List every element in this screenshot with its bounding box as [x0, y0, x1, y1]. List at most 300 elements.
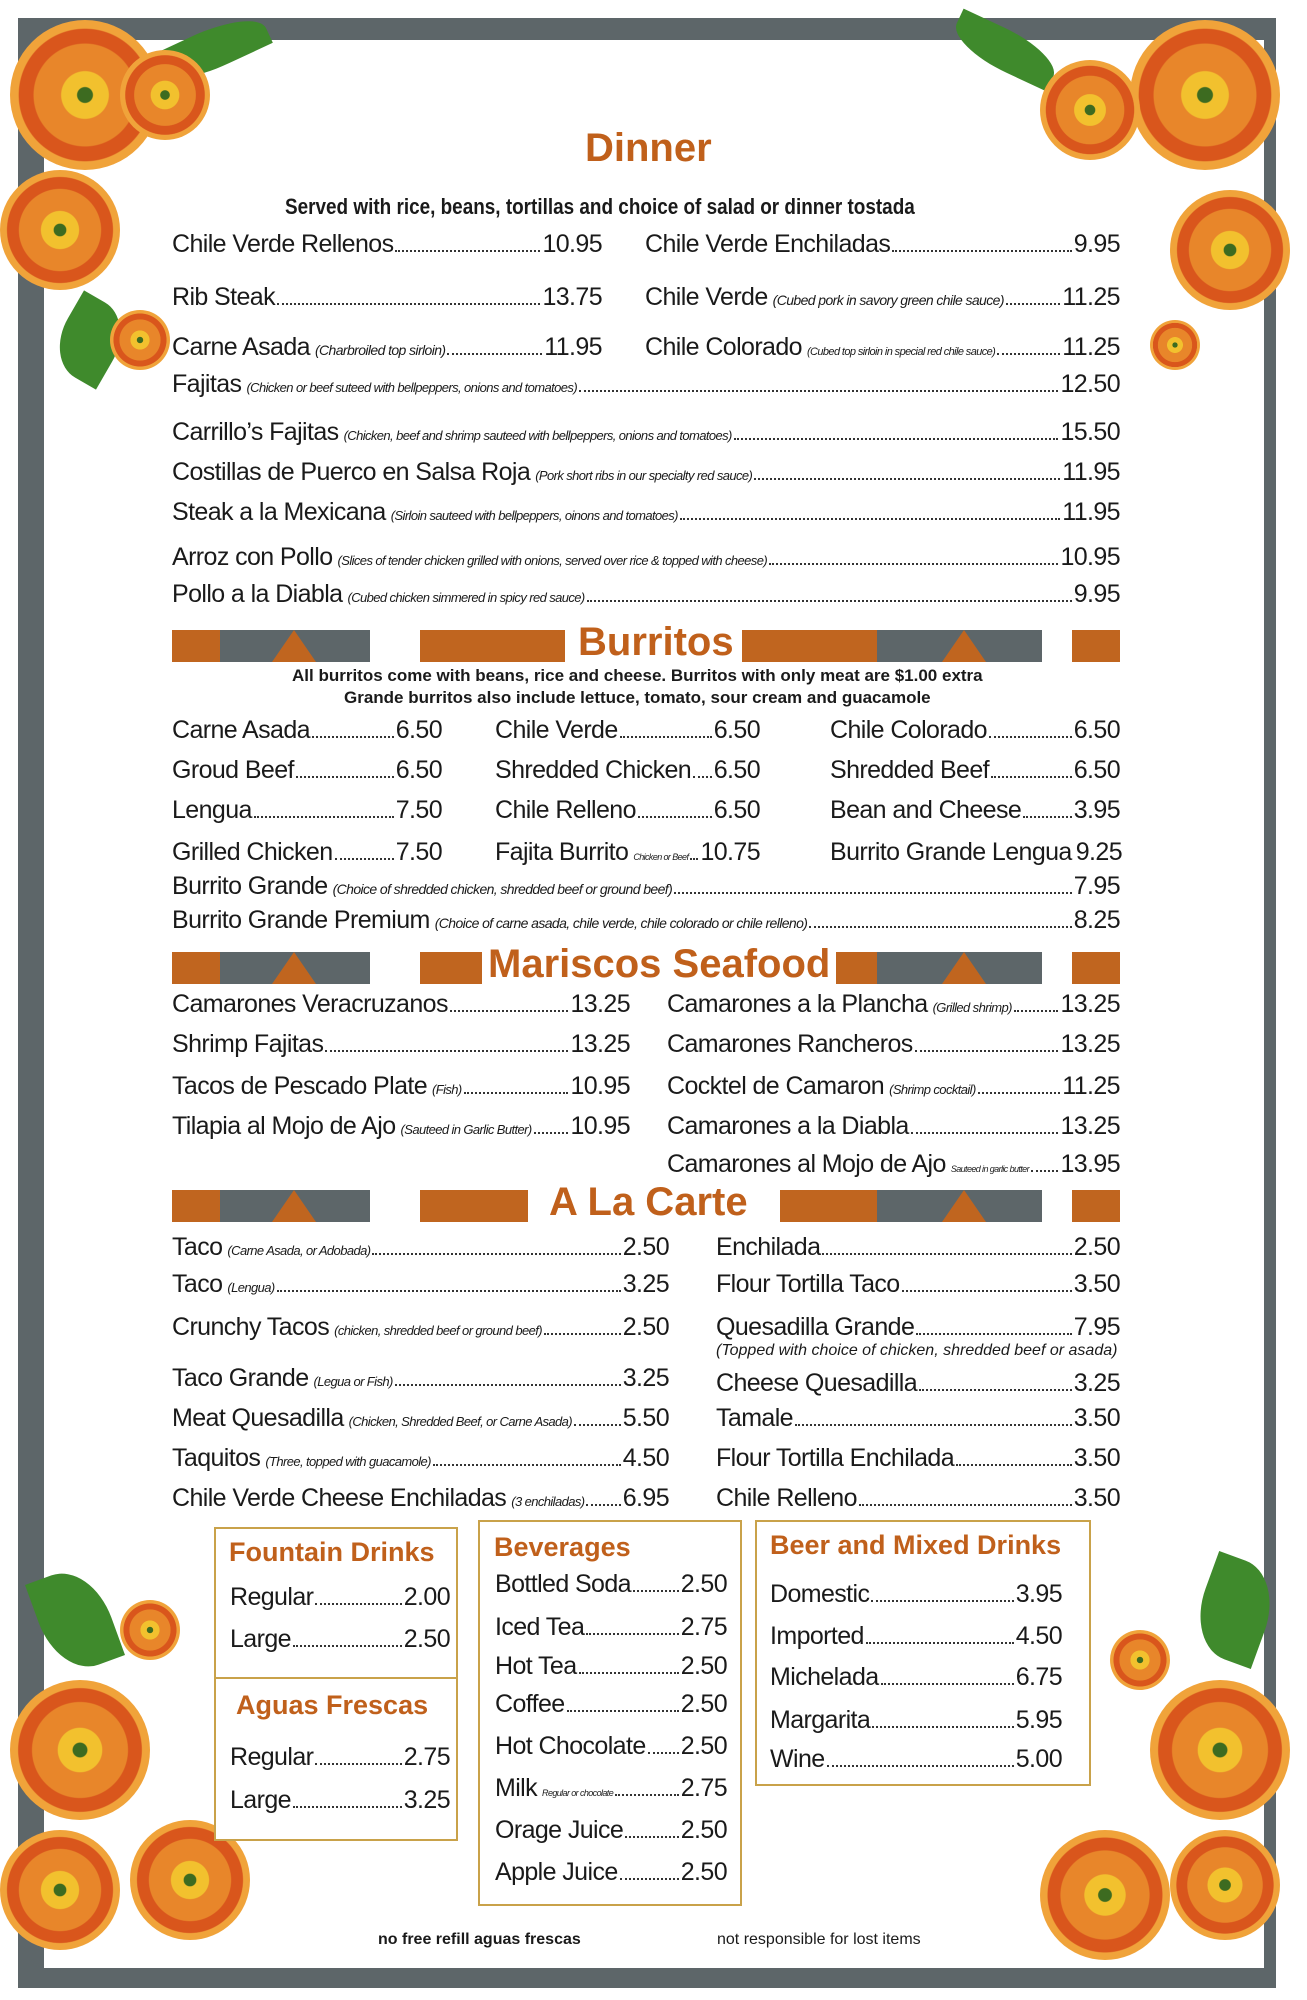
menu-item [716, 1444, 1120, 1473]
item-price: 15.50 [1060, 418, 1120, 446]
menu-item [172, 1404, 669, 1433]
dot-leader [680, 518, 1060, 520]
item-price: 3.95 [1073, 796, 1120, 824]
menu-item [716, 1270, 1120, 1299]
dot-leader [997, 353, 1060, 355]
item-price: 3.50 [1073, 1484, 1120, 1512]
item-name: Crunchy Tacos [172, 1313, 330, 1341]
item-price: 6.50 [713, 796, 760, 824]
menu-item [172, 1364, 669, 1393]
item-description: (Sauteed in Garlic Butter) [400, 1122, 532, 1137]
seafood-title: Mariscos Seafood [482, 942, 836, 987]
menu-item [172, 370, 1120, 399]
item-name: Fajitas [172, 370, 242, 398]
item-price: 11.25 [1062, 333, 1120, 361]
menu-item [172, 580, 1120, 609]
item-name: Large [230, 1786, 291, 1814]
item-price: 2.50 [403, 1625, 450, 1653]
dot-leader [1023, 816, 1072, 818]
alacarte-title: A La Carte [543, 1180, 754, 1225]
item-price: 2.50 [680, 1570, 727, 1598]
item-price: 3.50 [1073, 1444, 1120, 1472]
item-description: Sauteed in garlic butter [950, 1164, 1029, 1174]
menu-item [172, 498, 1120, 527]
menu-item [172, 418, 1120, 447]
item-price: 2.00 [403, 1583, 450, 1611]
menu-item [770, 1580, 1062, 1609]
item-name: Iced Tea [495, 1613, 585, 1641]
item-name: Chile Relleno [495, 796, 636, 824]
item-price: 6.50 [1073, 756, 1120, 784]
dot-leader [579, 1672, 679, 1674]
dot-leader [881, 1683, 1014, 1685]
dot-leader [809, 926, 1071, 928]
dot-leader [754, 478, 1060, 480]
item-name: Carne Asada [172, 333, 310, 361]
menu-item [172, 230, 602, 259]
burritos-note-2: Grande burritos also include lettuce, tomato, sour cream and guacamole [344, 688, 931, 707]
item-price: 7.95 [1073, 872, 1120, 900]
dot-leader [916, 1333, 1071, 1335]
item-description: (3 enchiladas) [511, 1494, 585, 1509]
item-name: Enchilada [716, 1233, 821, 1261]
menu-item [770, 1663, 1062, 1692]
item-description: (Pork short ribs in our specialty red sauce) [535, 468, 753, 483]
item-price: 12.50 [1060, 370, 1120, 398]
item-name: Regular [230, 1583, 314, 1611]
dot-leader [372, 1253, 620, 1255]
menu-item [830, 838, 1120, 867]
item-price: 9.95 [1073, 580, 1120, 608]
menu-item [172, 1112, 630, 1141]
item-price: 2.50 [680, 1816, 727, 1844]
dot-leader [625, 1836, 679, 1838]
menu-item [716, 1484, 1120, 1513]
menu-item [716, 1233, 1120, 1262]
item-price: 2.75 [680, 1613, 727, 1641]
dot-leader [915, 1050, 1059, 1052]
item-price: 2.50 [680, 1690, 727, 1718]
dot-leader [902, 1290, 1072, 1292]
dot-leader [567, 1710, 679, 1712]
dot-leader [277, 1290, 621, 1292]
item-name: Domestic [770, 1580, 870, 1608]
dot-leader [1006, 303, 1060, 305]
dot-leader [693, 776, 712, 778]
item-name: Regular [230, 1743, 314, 1771]
item-name: Rib Steak [172, 283, 275, 311]
menu-item [172, 458, 1120, 487]
menu-item [830, 716, 1120, 745]
item-price: 7.95 [1073, 1313, 1120, 1341]
item-price: 3.25 [403, 1786, 450, 1814]
item-price: 6.50 [713, 756, 760, 784]
item-name: Chile Verde Cheese Enchiladas [172, 1484, 507, 1512]
dot-leader [638, 816, 712, 818]
dot-leader [277, 303, 540, 305]
item-price: 2.50 [680, 1858, 727, 1886]
item-description: Regular or chocolate [542, 1788, 614, 1798]
item-name: Chile Colorado [645, 333, 802, 361]
item-name: Chile Relleno [716, 1484, 857, 1512]
menu-item [495, 838, 760, 867]
dot-leader [615, 1794, 679, 1796]
dot-leader [872, 1726, 1014, 1728]
menu-item [667, 1112, 1120, 1141]
item-name: Wine [770, 1745, 825, 1773]
item-name: Arroz con Pollo [172, 543, 333, 571]
item-description: (Shrimp cocktail) [889, 1082, 976, 1097]
menu-item [172, 283, 602, 312]
item-description: (Lengua) [227, 1280, 275, 1295]
item-name: Chile Verde Rellenos [172, 230, 394, 258]
quesadilla-grande-note: (Topped with choice of chicken, shredded beef or asada) [716, 1342, 1118, 1359]
item-name: Camarones a la Diabla [667, 1112, 909, 1140]
item-name: Tacos de Pescado Plate [172, 1072, 428, 1100]
item-description: (Slices of tender chicken grilled with onions, served over rice & topped with cheese) [337, 553, 768, 568]
dot-leader [919, 1389, 1072, 1391]
item-price: 2.50 [680, 1652, 727, 1680]
item-price: 5.00 [1015, 1745, 1062, 1773]
item-name: Taco [172, 1270, 223, 1298]
dot-leader [859, 1504, 1072, 1506]
dot-leader [447, 353, 542, 355]
menu-item [716, 1369, 1120, 1398]
menu-item [770, 1706, 1062, 1735]
item-description: (Cubed chicken simmered in spicy red sauce) [347, 590, 585, 605]
item-description: (Choice of shredded chicken, shredded beef or ground beef) [332, 881, 673, 897]
item-name: Camarones a la Plancha [667, 990, 928, 1018]
menu-item [495, 1570, 727, 1599]
menu-item [172, 1233, 669, 1262]
item-description: (Chicken or beef suteed with bellpeppers, onions and tomatoes) [246, 380, 578, 395]
menu-item [172, 716, 442, 745]
item-price: 11.95 [1062, 458, 1120, 486]
aguas-frescas-title: Aguas Frescas [236, 1690, 429, 1720]
item-price: 11.95 [544, 333, 602, 361]
item-name: Imported [770, 1622, 864, 1650]
item-name: Camarones Rancheros [667, 1030, 913, 1058]
beer-title: Beer and Mixed Drinks [770, 1530, 1062, 1560]
item-name: Apple Juice [495, 1858, 618, 1886]
menu-item [495, 1858, 727, 1887]
item-description: (Choice of carne asada, chile verde, chile colorado or chile relleno) [434, 915, 808, 931]
item-name: Large [230, 1625, 291, 1653]
item-name: Taco Grande [172, 1364, 309, 1392]
dot-leader [991, 776, 1072, 778]
menu-item [172, 1270, 669, 1299]
item-price: 6.95 [622, 1484, 669, 1512]
item-price: 8.25 [1073, 906, 1120, 934]
item-name: Taquitos [172, 1444, 261, 1472]
item-price: 6.50 [395, 756, 442, 784]
item-name: Hot Chocolate [495, 1732, 646, 1760]
item-name: Michelada [770, 1663, 879, 1691]
item-description: (Cubed pork in savory green chile sauce) [772, 292, 1004, 308]
item-price: 3.25 [622, 1270, 669, 1298]
menu-item [645, 230, 1120, 259]
dot-leader [690, 858, 698, 860]
item-price: 13.25 [570, 1030, 630, 1058]
dot-leader [648, 1752, 679, 1754]
menu-item [172, 1444, 669, 1473]
footer-lost-items: not responsible for lost items [717, 1931, 921, 1948]
item-price: 3.25 [1073, 1369, 1120, 1397]
burritos-note-1: All burritos come with beans, rice and cheese. Burritos with only meat are $1.00 extra [292, 666, 983, 685]
item-price: 10.95 [542, 230, 602, 258]
item-description: (Charbroiled top sirloin) [314, 342, 446, 358]
item-price: 2.50 [622, 1313, 669, 1341]
item-description: (Sirloin sauteed with bellpeppers, oinons and tomatoes) [390, 508, 678, 523]
item-price: 4.50 [622, 1444, 669, 1472]
item-description: (Fish) [432, 1082, 462, 1097]
dot-leader [312, 736, 394, 738]
item-price: 10.75 [700, 838, 760, 866]
dinner-subtitle: Served with rice, beans, tortillas and choice of salad or dinner tostada [285, 194, 915, 219]
dot-leader [315, 1763, 401, 1765]
menu-item [172, 543, 1120, 572]
item-name: Lengua [172, 796, 252, 824]
dot-leader [1031, 1170, 1058, 1172]
item-description: (Grilled shrimp) [932, 1000, 1012, 1015]
menu-item [830, 796, 1120, 825]
dot-leader [293, 1645, 402, 1647]
dot-leader [978, 1092, 1061, 1094]
item-description: (Chicken, Shredded Beef, or Carne Asada) [348, 1414, 573, 1429]
menu-item [172, 333, 602, 362]
item-name: Shredded Beef [830, 756, 989, 784]
item-price: 2.75 [403, 1743, 450, 1771]
item-price: 6.50 [713, 716, 760, 744]
dot-leader [827, 1765, 1014, 1767]
item-price: 3.50 [1073, 1270, 1120, 1298]
item-price: 5.50 [622, 1404, 669, 1432]
menu-item [495, 716, 760, 745]
item-name: Flour Tortilla Taco [716, 1270, 900, 1298]
item-name: Carrillo’s Fajitas [172, 418, 339, 446]
dot-leader [734, 438, 1059, 440]
item-name: Milk [495, 1774, 538, 1802]
dot-leader [769, 563, 1058, 565]
menu-item [645, 333, 1120, 362]
dot-leader [296, 776, 394, 778]
beverages-title: Beverages [494, 1532, 631, 1562]
dot-leader [795, 1424, 1072, 1426]
item-price: 13.75 [542, 283, 602, 311]
item-price: 3.50 [1073, 1404, 1120, 1432]
menu-item [716, 1313, 1120, 1342]
item-price: 10.95 [570, 1072, 630, 1100]
dot-leader [464, 1092, 569, 1094]
item-description: (Cubed top sirloin in special red chile sauce) [806, 346, 996, 358]
menu-item [230, 1625, 450, 1654]
menu-item [172, 1072, 630, 1101]
item-price: 6.50 [395, 716, 442, 744]
dot-leader [579, 390, 1058, 392]
menu-item [770, 1622, 1062, 1651]
item-description: Chicken or Beef [633, 852, 689, 862]
menu-item [667, 1150, 1120, 1179]
footer-no-refill: no free refill aguas frescas [378, 1931, 581, 1948]
dot-leader [911, 1132, 1059, 1134]
menu-item [495, 1732, 727, 1761]
dot-leader [586, 1504, 620, 1506]
item-name: Shrimp Fajitas [172, 1030, 324, 1058]
dot-leader [620, 1878, 679, 1880]
dot-leader [534, 1132, 569, 1134]
item-price: 9.25 [1075, 838, 1122, 866]
item-name: Chile Verde Enchiladas [645, 230, 891, 258]
item-description: (Carne Asada, or Adobada) [227, 1243, 371, 1258]
dot-leader [956, 1464, 1072, 1466]
item-description: (Legua or Fish) [313, 1374, 393, 1389]
item-name: Costillas de Puerco en Salsa Roja [172, 458, 531, 486]
menu-item [172, 796, 442, 825]
menu-item [230, 1786, 450, 1815]
menu-item [716, 1404, 1120, 1433]
menu-item [495, 1816, 727, 1845]
item-name: Bean and Cheese [830, 796, 1022, 824]
item-price: 7.50 [395, 796, 442, 824]
menu-item [172, 838, 442, 867]
item-name: Chile Colorado [830, 716, 987, 744]
menu-item [172, 1484, 669, 1513]
item-name: Meat Quesadilla [172, 1404, 344, 1432]
dot-leader [620, 736, 712, 738]
dot-leader [433, 1464, 621, 1466]
menu-item [230, 1583, 450, 1612]
item-description: (chicken, shredded beef or ground beef) [334, 1323, 542, 1338]
item-price: 9.95 [1073, 230, 1120, 258]
item-price: 2.50 [1073, 1233, 1120, 1261]
menu-item [495, 1774, 727, 1803]
item-name: Fajita Burrito [495, 838, 629, 866]
item-name: Steak a la Mexicana [172, 498, 386, 526]
item-price: 13.25 [1060, 1112, 1120, 1140]
menu-item [495, 1690, 727, 1719]
item-name: Orage Juice [495, 1816, 624, 1844]
item-price: 6.50 [1073, 716, 1120, 744]
item-name: Pollo a la Diabla [172, 580, 343, 608]
item-price: 10.95 [570, 1112, 630, 1140]
dot-leader [586, 1633, 678, 1635]
item-name: Groud Beef [172, 756, 294, 784]
dot-leader [633, 1590, 679, 1592]
menu-item [172, 906, 1120, 935]
burritos-title: Burritos [572, 620, 740, 665]
item-name: Tamale [716, 1404, 793, 1432]
menu-item [495, 1613, 727, 1642]
item-name: Bottled Soda [495, 1570, 631, 1598]
menu-item [172, 756, 442, 785]
dot-leader [866, 1642, 1014, 1644]
menu-item [172, 990, 630, 1019]
dot-leader [871, 1600, 1013, 1602]
item-name: Carne Asada [172, 716, 310, 744]
item-price: 3.25 [622, 1364, 669, 1392]
dot-leader [1014, 1010, 1059, 1012]
dot-leader [544, 1333, 621, 1335]
item-name: Coffee [495, 1690, 565, 1718]
dot-leader [293, 1806, 402, 1808]
dot-leader [450, 1010, 569, 1012]
item-name: Camarones Veracruzanos [172, 990, 448, 1018]
item-name: Burrito Grande Lengua [830, 838, 1072, 866]
item-price: 4.50 [1015, 1622, 1062, 1650]
menu-item [495, 756, 760, 785]
dot-leader [315, 1603, 401, 1605]
menu-item [645, 283, 1120, 312]
dot-leader [587, 600, 1072, 602]
item-name: Chile Verde [495, 716, 618, 744]
item-price: 6.75 [1015, 1663, 1062, 1691]
item-price: 11.25 [1062, 283, 1120, 311]
dinner-title: Dinner [585, 126, 712, 170]
dot-leader [254, 816, 394, 818]
item-description: (Three, topped with guacamole) [265, 1454, 431, 1469]
dot-leader [892, 250, 1071, 252]
menu-item [495, 796, 760, 825]
item-name: Margarita [770, 1706, 871, 1734]
item-name: Chile Verde [645, 283, 768, 311]
item-name: Burrito Grande Premium [172, 906, 430, 934]
item-name: Tilapia al Mojo de Ajo [172, 1112, 396, 1140]
item-price: 13.25 [1060, 1030, 1120, 1058]
item-name: Shredded Chicken [495, 756, 692, 784]
item-name: Burrito Grande [172, 872, 328, 900]
dot-leader [395, 250, 540, 252]
item-price: 11.25 [1062, 1072, 1120, 1100]
menu-item [667, 1072, 1120, 1101]
item-name: Grilled Chicken [172, 838, 333, 866]
dot-leader [822, 1253, 1071, 1255]
item-price: 11.95 [1062, 498, 1120, 526]
dot-leader [989, 736, 1072, 738]
menu-item [830, 756, 1120, 785]
menu-item [495, 1652, 727, 1681]
item-price: 2.50 [680, 1732, 727, 1760]
item-name: Hot Tea [495, 1652, 577, 1680]
menu-item [172, 1030, 630, 1059]
item-description: (Chicken, beef and shrimp sauteed with bellpeppers, onions and tomatoes) [343, 428, 732, 443]
item-price: 7.50 [395, 838, 442, 866]
item-name: Taco [172, 1233, 223, 1261]
item-price: 2.75 [680, 1774, 727, 1802]
item-price: 13.25 [1060, 990, 1120, 1018]
item-price: 2.50 [622, 1233, 669, 1261]
menu-item [230, 1743, 450, 1772]
dot-leader [674, 892, 1072, 894]
item-price: 13.95 [1060, 1150, 1120, 1178]
item-price: 3.95 [1015, 1580, 1062, 1608]
menu-item [172, 872, 1120, 901]
item-price: 10.95 [1060, 543, 1120, 571]
dot-leader [395, 1384, 621, 1386]
item-name: Flour Tortilla Enchilada [716, 1444, 955, 1472]
menu-item [770, 1745, 1062, 1774]
dot-leader [325, 1050, 568, 1052]
item-price: 13.25 [570, 990, 630, 1018]
dot-leader [574, 1424, 621, 1426]
fountain-drinks-title: Fountain Drinks [229, 1537, 435, 1567]
menu-item [667, 990, 1120, 1019]
item-name: Quesadilla Grande [716, 1313, 915, 1341]
item-name: Cheese Quesadilla [716, 1369, 918, 1397]
item-name: Camarones al Mojo de Ajo [667, 1150, 946, 1178]
item-name: Cocktel de Camaron [667, 1072, 885, 1100]
dot-leader [335, 858, 394, 860]
menu-item [667, 1030, 1120, 1059]
